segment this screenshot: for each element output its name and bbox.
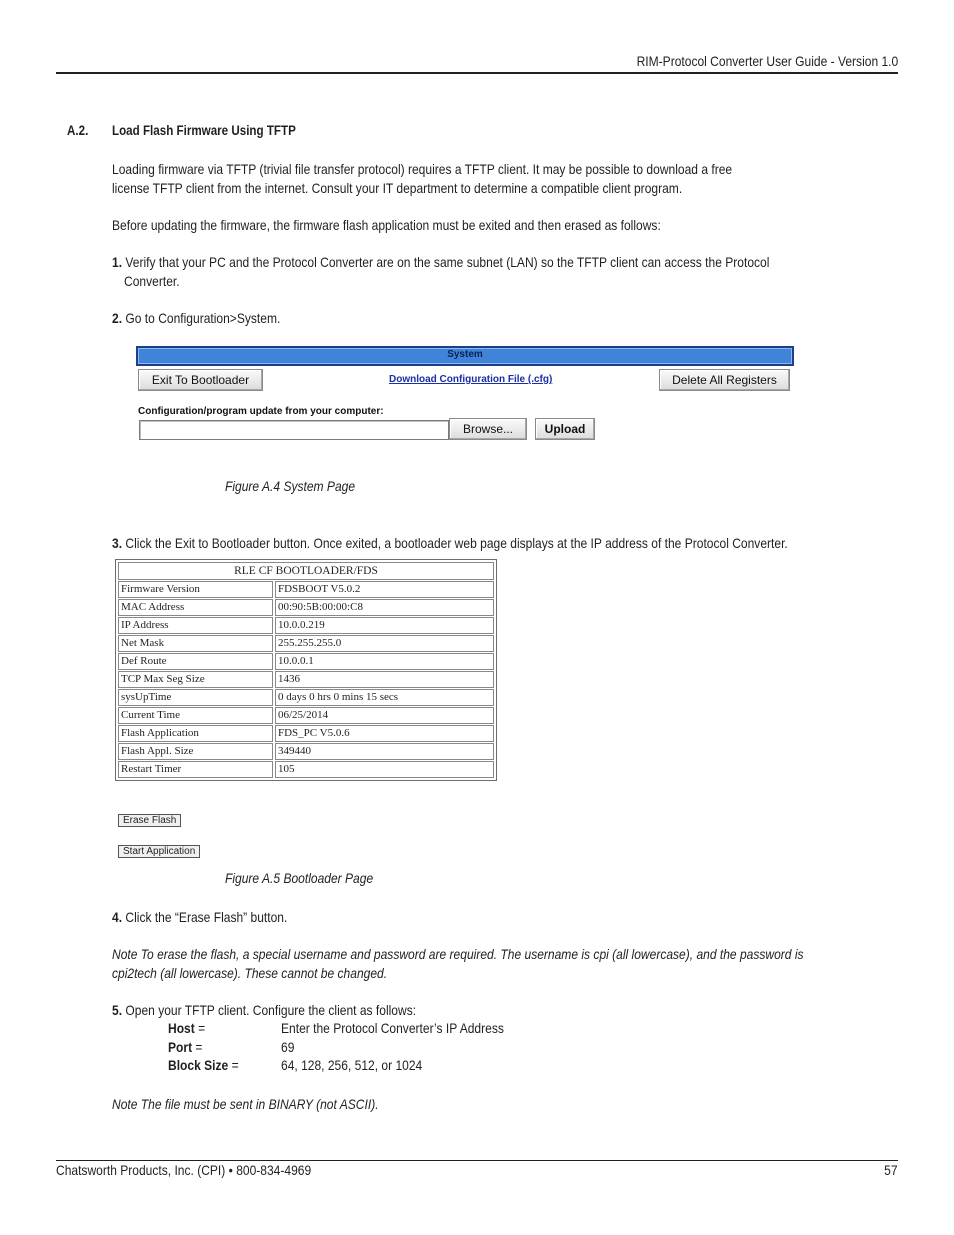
host-value: Enter the Protocol Converter’s IP Address bbox=[281, 1020, 504, 1036]
start-application-button[interactable]: Start Application bbox=[118, 845, 200, 858]
figure-a4-caption: Figure A.4 System Page bbox=[225, 478, 356, 494]
step-number: 5. bbox=[112, 1002, 123, 1018]
row-value: 10.0.0.1 bbox=[275, 653, 494, 670]
row-label: Firmware Version bbox=[118, 581, 273, 598]
step-1: 1. Verify that your PC and the Protocol Converter are on the same subnet (LAN) so the TFTP client can access the Protocol Converter. bbox=[112, 254, 770, 289]
step-4: 4. Click the “Erase Flash” button. bbox=[112, 909, 288, 925]
document-title: RIM-Protocol Converter User Guide - Version 1.0 bbox=[636, 53, 898, 69]
port-value: 69 bbox=[281, 1039, 295, 1055]
figure-a5-caption: Figure A.5 Bootloader Page bbox=[225, 870, 374, 886]
row-label: TCP Max Seg Size bbox=[118, 671, 273, 688]
step-3: 3. Click the Exit to Bootloader button. Once exited, a bootloader web page displays at the IP address of the Protocol Converter. bbox=[112, 535, 788, 551]
row-value: 00:90:5B:00:00:C8 bbox=[275, 599, 494, 616]
row-value: 0 days 0 hrs 0 mins 15 secs bbox=[275, 689, 494, 706]
table-row bbox=[118, 761, 494, 778]
upload-button[interactable]: Upload bbox=[535, 418, 595, 440]
intro-paragraph-2: Before updating the firmware, the firmware flash application must be exited and then erased as follows: bbox=[112, 217, 661, 233]
update-label: Configuration/program update from your computer: bbox=[138, 406, 384, 417]
step-5: 5. Open your TFTP client. Configure the client as follows: bbox=[112, 1002, 417, 1018]
row-value: 349440 bbox=[275, 743, 494, 760]
table-row bbox=[118, 635, 494, 652]
row-value: FDSBOOT V5.0.2 bbox=[275, 581, 494, 598]
row-label: IP Address bbox=[118, 617, 273, 634]
row-label: Def Route bbox=[118, 653, 273, 670]
section-title: Load Flash Firmware Using TFTP bbox=[112, 123, 296, 138]
block-size-key: Block Size = bbox=[168, 1057, 239, 1073]
intro-paragraph-1: Loading firmware via TFTP (trivial file transfer protocol) requires a TFTP client. It may be possible to download a free license TFTP client from the internet. Consult your IT department to determine a compatible client program. bbox=[112, 161, 733, 196]
row-value: 255.255.255.0 bbox=[275, 635, 494, 652]
row-value: 10.0.0.219 bbox=[275, 617, 494, 634]
erase-note: Note To erase the flash, a special username and password are required. The username is cpi (all lowercase), and the password is cpi2tech (all lowercase). These cannot be changed. bbox=[112, 946, 804, 981]
page-number: 57 bbox=[884, 1162, 898, 1178]
file-path-input[interactable] bbox=[139, 420, 449, 440]
step-number: 3. bbox=[112, 535, 123, 551]
host-key: Host = bbox=[168, 1020, 206, 1036]
download-configuration-link[interactable]: Download Configuration File (.cfg) bbox=[389, 374, 553, 385]
exit-to-bootloader-button[interactable]: Exit To Bootloader bbox=[138, 369, 263, 391]
table-row bbox=[118, 581, 494, 598]
row-label: Flash Appl. Size bbox=[118, 743, 273, 760]
step-2: 2. Go to Configuration>System. bbox=[112, 310, 281, 326]
footer-rule bbox=[56, 1160, 898, 1161]
row-value: FDS_PC V5.0.6 bbox=[275, 725, 494, 742]
row-value: 1436 bbox=[275, 671, 494, 688]
row-label: Current Time bbox=[118, 707, 273, 724]
binary-note: Note The file must be sent in BINARY (not ASCII). bbox=[112, 1096, 379, 1112]
delete-all-registers-button[interactable]: Delete All Registers bbox=[659, 369, 790, 391]
table-row bbox=[118, 671, 494, 688]
row-value: 06/25/2014 bbox=[275, 707, 494, 724]
step-number: 2. bbox=[112, 310, 123, 326]
table-row bbox=[118, 653, 494, 670]
table-row bbox=[118, 599, 494, 616]
table-row bbox=[118, 725, 494, 742]
table-row bbox=[118, 689, 494, 706]
bootloader-title: RLE CF BOOTLOADER/FDS bbox=[118, 562, 494, 580]
row-label: Flash Application bbox=[118, 725, 273, 742]
table-row bbox=[118, 743, 494, 760]
erase-flash-button[interactable]: Erase Flash bbox=[118, 814, 181, 827]
table-row bbox=[118, 707, 494, 724]
browse-button[interactable]: Browse... bbox=[449, 418, 527, 440]
row-label: sysUpTime bbox=[118, 689, 273, 706]
table-row bbox=[118, 617, 494, 634]
row-label: MAC Address bbox=[118, 599, 273, 616]
footer-company: Chatsworth Products, Inc. (CPI) • 800-834-4969 bbox=[56, 1162, 312, 1178]
row-label: Net Mask bbox=[118, 635, 273, 652]
system-page-screenshot bbox=[133, 344, 797, 464]
row-value: 105 bbox=[275, 761, 494, 778]
bootloader-table bbox=[115, 559, 497, 781]
block-size-value: 64, 128, 256, 512, or 1024 bbox=[281, 1057, 423, 1073]
header-rule bbox=[56, 72, 898, 74]
section-number: A.2. bbox=[67, 123, 89, 138]
row-label: Restart Timer bbox=[118, 761, 273, 778]
system-title-bar: System bbox=[136, 346, 794, 366]
step-number: 1. bbox=[112, 254, 123, 270]
port-key: Port = bbox=[168, 1039, 203, 1055]
step-number: 4. bbox=[112, 909, 123, 925]
